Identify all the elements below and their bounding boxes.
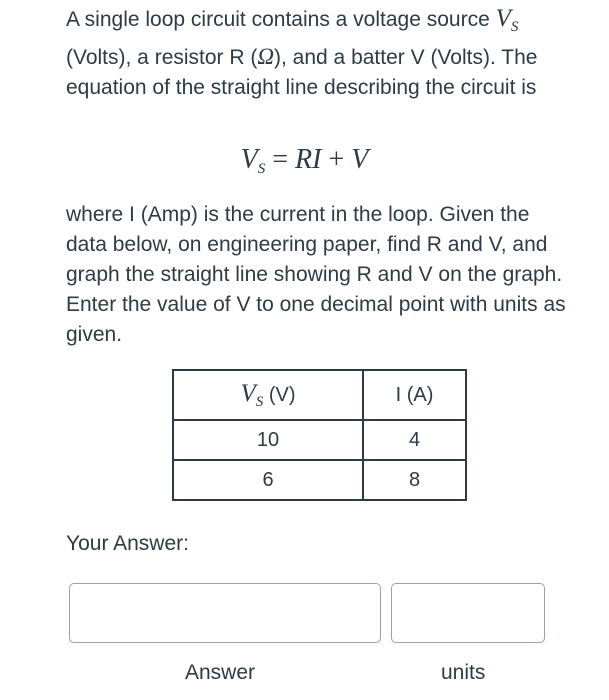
data-table (172, 369, 467, 501)
question-paragraph-1 (66, 4, 576, 103)
header-vs (173, 370, 363, 420)
equation-lhs: V (240, 144, 258, 175)
header-vs-unit: (V) (263, 383, 296, 406)
cell-vs: 10 (173, 420, 363, 460)
header-i: I (A) (363, 370, 466, 420)
equation-rhs-term1: RI (295, 144, 322, 175)
header-vs-subscript: S (255, 393, 264, 410)
question-text-1a: A single loop circuit contains a voltage source (66, 8, 496, 31)
circuit-equation (0, 140, 609, 189)
table-row (173, 420, 466, 460)
equation-equals: = (272, 144, 289, 175)
omega-symbol: Ω (257, 44, 275, 69)
header-vs-symbol: V (240, 379, 256, 407)
answer-caption: Answer (185, 661, 256, 684)
cell-i: 8 (363, 460, 466, 500)
question-paragraph-2: where I (Amp) is the current in the loop. Given the data below, on engineering paper, find R and V, and graph the straight line showing R and V on the graph. Enter the value of V to one decimal point with units as given. (66, 203, 566, 346)
vs-subscript: S (510, 19, 519, 35)
units-caption: units (441, 661, 486, 684)
cell-i: 4 (363, 420, 466, 460)
units-input[interactable] (391, 583, 545, 643)
your-answer-label: Your Answer: (66, 532, 189, 555)
table-header-row (173, 370, 466, 420)
question-text-1b: (Volts), a resistor R ( (66, 46, 258, 69)
table-row (173, 460, 466, 500)
answer-input[interactable] (69, 583, 381, 643)
question-text-1c: ), and a batter V (Volts). The equation of the straight line describing the circuit is (66, 46, 538, 99)
equation-rhs-term2: V (351, 144, 369, 175)
equation-plus: + (328, 144, 345, 175)
vs-symbol: V (495, 5, 511, 32)
cell-vs: 6 (173, 460, 363, 500)
equation-lhs-subscript: S (257, 161, 266, 177)
